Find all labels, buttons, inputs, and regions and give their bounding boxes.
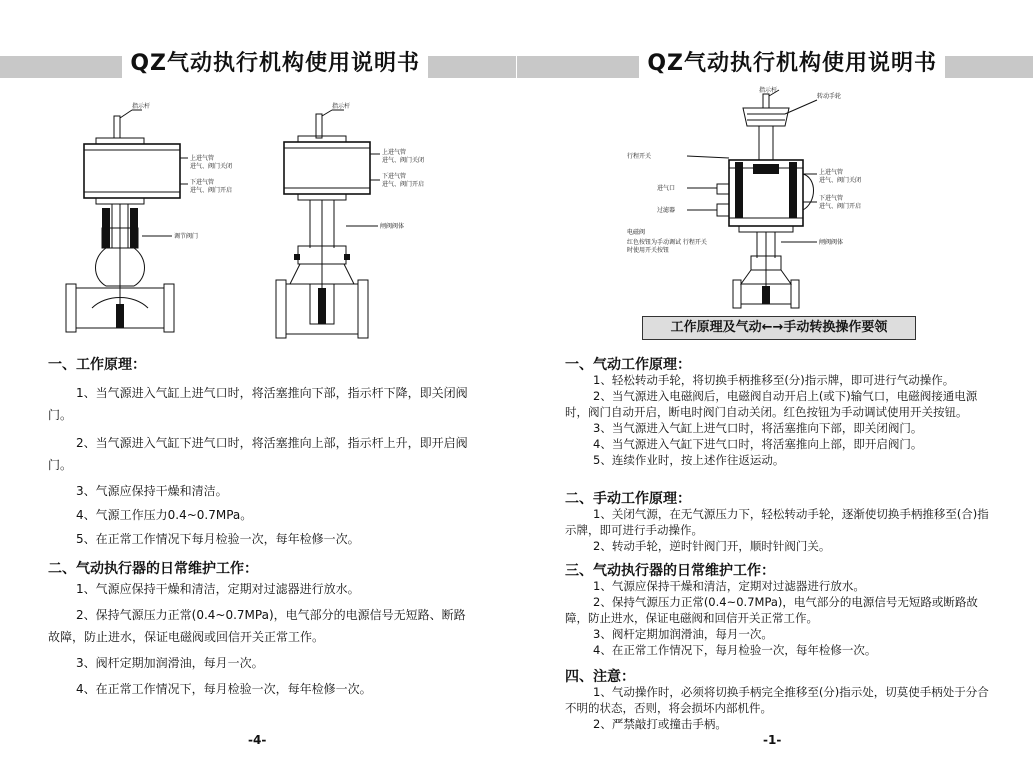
list-item: 5、在正常工作情况下每月检验一次，每年检修一次。 [76,532,360,546]
section-body [565,506,989,554]
label-inlet: 进气口 [657,185,676,192]
label-solenoid: 电磁阀 [627,229,646,236]
section-heading: 四、注意： [565,669,635,685]
label-lower-desc: 进气、阀门开启 [190,187,233,194]
section-body [48,578,472,700]
list-item: 4、气源工作压力0.4~0.7MPa。 [76,508,253,522]
right-page [517,0,1033,779]
list-item: 1、气源应保持干燥和清洁，定期对过滤器进行放水。 [76,582,360,596]
section-heading: 二、手动工作原理： [565,491,691,507]
label-upper-pipe: 上进气管 [382,149,407,156]
list-item: 3、气源应保持干燥和清洁。 [76,484,228,498]
label-upper-desc: 进气、阀门关闭 [382,157,425,164]
label-limit-switch: 行程开关 [627,153,652,160]
label-valve: 调节阀门 [174,233,199,240]
left-page [0,0,516,779]
section-heading: 一、气动工作原理： [565,357,691,373]
section-body [565,578,989,658]
page-title: QZ气动执行机构使用说明书 [122,50,428,78]
label-valve-body: 闸阀阀体 [819,239,844,246]
list-item: 2、当气源进入电磁阀后，电磁阀自动开启上(或下)输气口，电磁阀接通电源时，阀门自动开启，断电时阀门自动关闭。红色按钮为手动调试使用开关按钮。 [565,389,978,419]
label-upper-desc: 进气、阀门关闭 [190,163,233,170]
right-header [517,50,1033,78]
list-item: 4、在正常工作情况下，每月检验一次，每年检修一次。 [593,643,877,657]
page-title: QZ气动执行机构使用说明书 [639,50,945,78]
label-lower-pipe: 下进气管 [819,195,844,202]
label-indicator: 指示杆 [132,103,151,110]
section-body [565,684,989,732]
list-item: 1、气动操作时，必须将切换手柄完全推移至(分)指示处，切莫使手柄处于分合不明的状态，否则，将会损坏内部机件。 [565,685,989,715]
list-item: 1、关闭气源，在无气源压力下，轻松转动手轮，逐渐使切换手柄推移至(合)指示牌，即可进行手动操作。 [565,507,989,537]
list-item: 3、当气源进入气缸上进气口时，将活塞推向下部，即关闭阀门。 [593,421,923,435]
label-valve-body: 闸阀阀体 [380,223,405,230]
list-item: 4、在正常工作情况下，每月检验一次，每年检修一次。 [76,682,372,696]
list-item: 1、当气源进入气缸上进气口时，将活塞推向下部，指示杆下降，即关闭阀门。 [48,386,468,422]
section-heading: 二、气动执行器的日常维护工作： [48,561,258,577]
actuator-gate-valve-diagram [270,103,470,344]
label-indicator: 指示杆 [332,103,351,110]
section-body [565,372,989,468]
label-red-button-2: 时使用开关按钮 [627,247,670,254]
section-body [48,382,472,550]
label-upper-pipe: 上进气管 [819,169,844,176]
manual-pneumatic-actuator-diagram [617,86,917,314]
list-item: 2、转动手轮，逆时针阀门开，顺时针阀门关。 [593,539,831,553]
label-filter: 过滤器 [657,207,676,214]
section-heading: 一、工作原理： [48,357,146,373]
page-number: -1- [763,733,782,747]
list-item: 2、保持气源压力正常(0.4~0.7MPa)，电气部分的电源信号无短路或断路故障，防止进水，保证电磁阀和回信开关正常工作。 [565,595,978,625]
label-lower-pipe: 下进气管 [382,173,407,180]
list-item: 1、气源应保持干燥和清洁，定期对过滤器进行放水。 [593,579,865,593]
label-lower-pipe: 下进气管 [190,179,215,186]
list-item: 1、轻松转动手轮，将切换手柄推移至(分)指示牌，即可进行气动操作。 [593,373,955,387]
label-lower-desc: 进气、阀门开启 [382,181,425,188]
label-upper-desc: 进气、阀门关闭 [819,177,862,184]
page-number: -4- [248,733,267,747]
actuator-globe-valve-diagram [62,103,262,338]
figure-caption: 工作原理及气动←→手动转换操作要领 [642,316,916,340]
list-item: 4、当气源进入气缸下进气口时，将活塞推向上部，即开启阀门。 [593,437,923,451]
list-item: 3、阀杆定期加润滑油，每月一次。 [76,656,264,670]
label-lower-desc: 进气、阀门开启 [819,203,862,210]
label-red-button: 红色按钮为手动调试 行程开关 [627,239,707,246]
list-item: 5、连续作业时，按上述作往返运动。 [593,453,785,467]
list-item: 2、保持气源压力正常(0.4~0.7MPa)，电气部分的电源信号无短路、断路故障，防止进水，保证电磁阀或回信开关正常工作。 [48,608,466,644]
label-handwheel: 转动手轮 [817,93,842,100]
label-upper-pipe: 上进气管 [190,155,215,162]
left-header [0,50,516,78]
list-item: 3、阀杆定期加润滑油，每月一次。 [593,627,773,641]
section-heading: 三、气动执行器的日常维护工作： [565,563,775,579]
label-indicator: 指示杆 [759,87,778,94]
list-item: 2、严禁敲打或撞击手柄。 [593,717,727,731]
list-item: 2、当气源进入气缸下进气口时，将活塞推向上部，指示杆上升，即开启阀门。 [48,436,468,472]
